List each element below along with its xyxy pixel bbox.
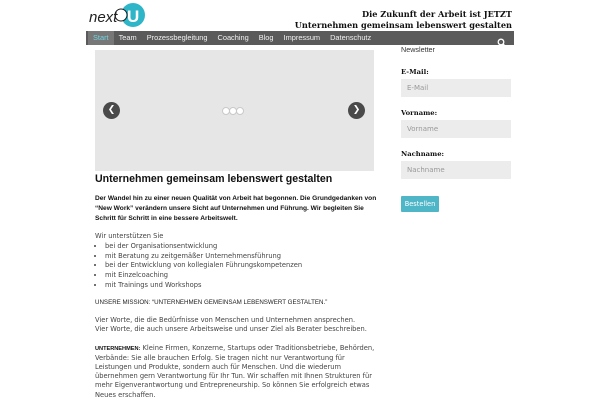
svg-text:next: next xyxy=(89,9,118,26)
nav-item-start[interactable]: Start xyxy=(88,31,114,45)
unternehmen-text: Kleine Firmen, Konzerne, Startups oder Traditionsbetriebe, Behörden, Verbände: Sie alle brauchen Erfolg. Sie tragen nicht nur Verantwortung für Leistungen und Produkte, sondern auch für Menschen. Und die wiederum übernehmen gern Verantwortung für Ihr Tun. Wir schaffen mit Ihnen Strukturen für mehr Eigenverantwortung und Entrepreneurship. So können Sie erfolgreich etwas Neues erschaffen. xyxy=(95,343,375,399)
intro-text: Der Wandel hin zu einer neuen Qualität von Arbeit hat begonnen. Die Grundgedanken von “New Work” verändern unsere Sicht auf Unternehmen und Führung. Wir begleiten Sie Schritt für Schritt in eine bessere Arbeitswelt. xyxy=(95,195,377,222)
newsletter-widget xyxy=(401,45,513,212)
slider-dot[interactable] xyxy=(236,107,244,115)
mission-line2: Vier Worte, die auch unsere Arbeitsweise und unser Ziel als Berater beschreiben. xyxy=(95,325,367,334)
image-slider xyxy=(95,50,374,171)
page-title: Unternehmen gemeinsam lebenswert gestalten xyxy=(95,173,333,185)
email-label: E-Mail: xyxy=(401,68,429,76)
newsletter-title: Newsletter xyxy=(401,45,435,54)
unternehmen-paragraph xyxy=(95,344,377,400)
list-item: • bei der Organisationsentwicklung xyxy=(105,242,377,252)
main-content xyxy=(95,173,377,400)
tagline-line1: Die Zukunft der Arbeit ist JETZT xyxy=(361,9,512,19)
slider-loading-dots xyxy=(222,107,243,115)
nav-item-datenschutz[interactable]: Datenschutz xyxy=(330,33,372,42)
tagline-line2: Unternehmen gemeinsam lebenswert gestalten xyxy=(294,20,512,30)
lastname-label: Nachname: xyxy=(401,150,445,158)
unternehmen-label: UNTERNEHMEN: xyxy=(95,345,141,352)
nav-item-blog[interactable]: Blog xyxy=(258,33,274,42)
nav-item-team[interactable]: Team xyxy=(118,33,137,42)
nav-item-prozessbegleitung[interactable]: Prozessbegleitung xyxy=(146,33,208,42)
list-item: • bei der Entwicklung von kollegialen Führungskompetenzen xyxy=(105,261,377,271)
list-item: • mit Beratung zu zeitgemäßer Unternehmensführung xyxy=(105,252,377,262)
firstname-field[interactable]: Vorname xyxy=(401,120,511,138)
support-heading: Wir unterstützen Sie xyxy=(95,232,164,240)
chevron-right-icon[interactable]: ❯ xyxy=(348,102,365,119)
svg-text:U: U xyxy=(127,7,140,26)
email-field[interactable]: E-Mail xyxy=(401,79,511,97)
logo[interactable] xyxy=(88,2,152,28)
chevron-left-icon[interactable]: ❮ xyxy=(103,102,120,119)
firstname-label: Vorname: xyxy=(401,109,438,117)
list-item: • mit Trainings und Workshops xyxy=(105,281,377,291)
main-nav xyxy=(86,31,514,45)
mission-line1: Vier Worte, die die Bedürfnisse von Menschen und Unternehmen ansprechen. xyxy=(95,316,356,325)
list-item: • mit Einzelcoaching xyxy=(105,271,377,281)
search-icon[interactable] xyxy=(497,33,507,43)
logo-graphic xyxy=(88,2,152,28)
tagline xyxy=(295,9,512,31)
nav-item-impressum[interactable]: Impressum xyxy=(283,33,321,42)
nav-item-coaching[interactable]: Coaching xyxy=(217,33,249,42)
lastname-field[interactable]: Nachname xyxy=(401,161,511,179)
subscribe-button[interactable]: Bestellen xyxy=(401,196,439,212)
support-list xyxy=(95,242,377,290)
mission-heading: UNSERE MISSION: “UNTERNEHMEN GEMEINSAM LEBENSWERT GESTALTEN.” xyxy=(95,299,328,307)
